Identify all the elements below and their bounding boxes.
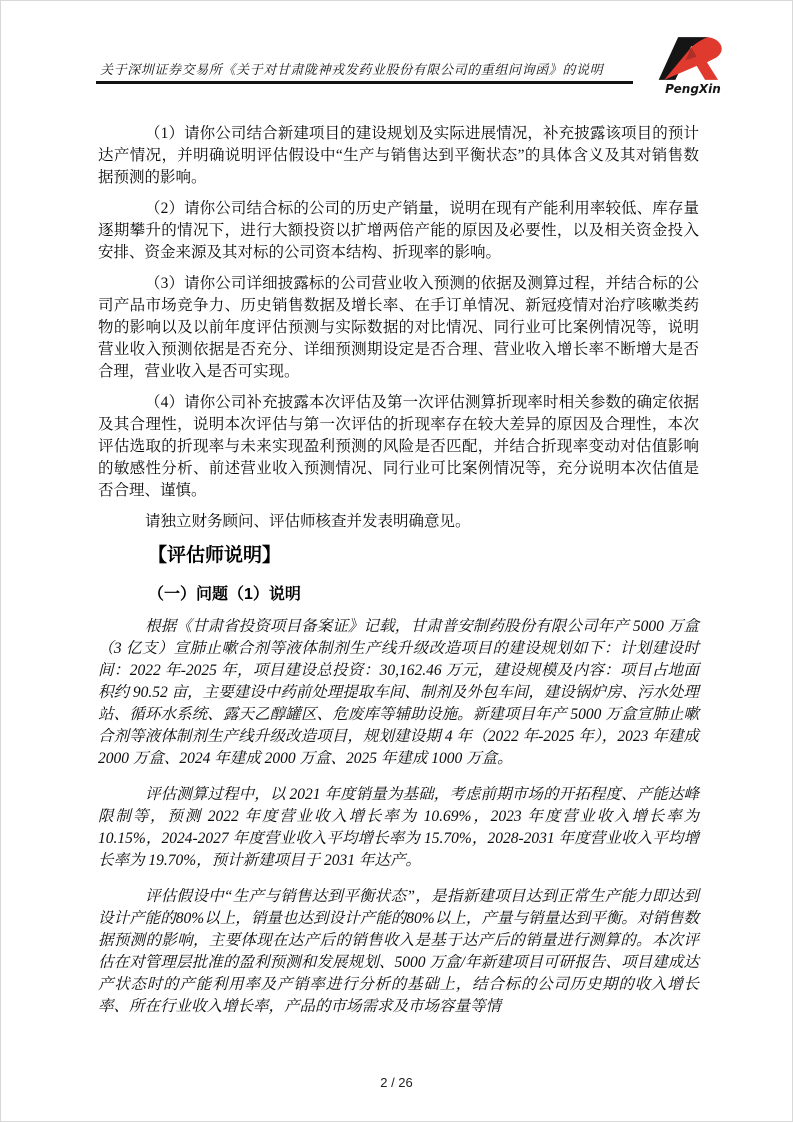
page-number: 2 / 26 [380, 1075, 413, 1090]
section-heading-appraiser-statement: 【评估师说明】 [148, 545, 282, 566]
answer-paragraph-1: 根据《甘肃省投资项目备案证》记载，甘肃普安制药股份有限公司年产 5000 万盒 （3 亿支）宣肺止嗽合剂等液体制剂生产线升级改造项目的建设规划如下：计划建设时间：2022 年-2025 年，项目建设总投资：30,162.46 万元，建设规模及内容：项目占地面积约 90.52 亩，主要建设中药前处理提取车间、制剂及外包车间，建设锅炉房、污水处理站、循环水系统、露天乙醇罐区、危废库等辅助设施。新建项目年产 5000 万盒宣肺止嗽合剂等液体制剂生产线升级改造项目，规划建设期 4 年（2022 年-2025 年），2023 年建成 2000 万盒、2024 年建成 2000 万盒、2025 年建成 1000 万盒。 [98, 618, 699, 767]
inquiry-paragraph-3: （3）请你公司详细披露标的公司营业收入预测的依据及测算过程，并结合标的公司产品市场竞争力、历史销售数据及增长率、在手订单情况、新冠疫情对治疗咳嗽类药物的影响以及以前年度评估预测与实际数据的对比情况、同行业可比案例情况等，说明营业收入预测依据是否充分、详细预测期设定是否合理、营业收入增长率不断增大是否合理，营业收入是否可实现。 [98, 275, 699, 380]
inquiry-paragraph-4: （4）请你公司补充披露本次评估及第一次评估测算折现率时相关参数的确定依据及其合理性，说明本次评估与第一次评估的折现率存在较大差异的原因及合理性，本次评估选取的折现率与未来实现盈利预测的风险是否匹配，并结合折现率变动对估值影响的敏感性分析、前述营业收入预测情况、同行业可比案例情况等，充分说明本次估值是否合理、谨慎。 [98, 394, 699, 499]
document-body [98, 123, 699, 1032]
header-title: 关于深圳证券交易所《关于对甘肃陇神戎发药业股份有限公司的重组问询函》的说明 [100, 62, 604, 77]
pengxin-logo-mark-icon [651, 35, 735, 82]
header-divider [96, 81, 633, 84]
pengxin-logo-wordmark: PengXin [665, 82, 721, 96]
inquiry-paragraph-1: （1）请你公司结合新建项目的建设规划及实际进展情况，补充披露该项目的预计达产情况，并明确说明评估假设中“生产与销售达到平衡状态”的具体含义及其对销售数据预测的影响。 [98, 125, 699, 186]
pengxin-logo [651, 35, 735, 95]
subsection-heading-question-1: （一）问题（1）说明 [148, 586, 301, 603]
answer-paragraph-2: 评估测算过程中，以 2021 年度销量为基础，考虑前期市场的开拓程度、产能达峰限制等，预测 2022 年度营业收入增长率为 10.69%，2023 年度营业收入增长率为 10.15%，2024-2027 年度营业收入平均增长率为 15.70%，2028-2031 年度营业收入平均增长率为 19.70%，预计新建项目于 2031 年达产。 [98, 786, 699, 869]
answer-paragraph-3: 评估假设中“生产与销售达到平衡状态”，是指新建项目达到正常生产能力即达到设计产能的80%以上，销量也达到设计产能的80%以上，产量与销量达到平衡。对销售数据预测的影响，主要体现在达产后的销售收入是基于达产后的销量进行测算的。本次评估在对管理层批准的盈利预测和发展规划、5000 万盒/年新建项目可研报告、项目建成达产状态时的产能利用率及产销率进行分析的基础上，结合标的公司历史期的收入增长率、所在行业收入增长率，产品的市场需求及市场容量等情 [98, 888, 699, 1015]
inquiry-paragraph-2: （2）请你公司结合标的公司的历史产销量，说明在现有产能利用率较低、库存量逐期攀升的情况下，进行大额投资以扩增两倍产能的原因及必要性，以及相关资金投入安排、资金来源及其对标的公司资本结构、折现率的影响。 [98, 200, 699, 261]
inquiry-closing-paragraph: 请独立财务顾问、评估师核查并发表明确意见。 [145, 513, 471, 530]
